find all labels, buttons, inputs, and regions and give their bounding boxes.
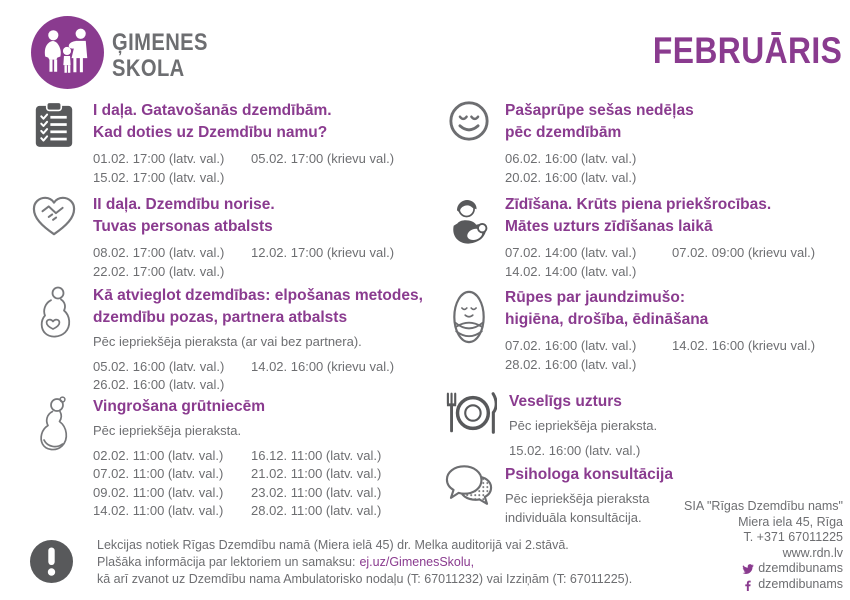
- section-note: Pēc iepriekšēja pieraksta.: [509, 418, 658, 433]
- plate-cutlery-icon: [445, 391, 497, 435]
- twitter-handle: dzemdibunams: [758, 561, 843, 576]
- time-entry: 15.02. 16:00 (latv. val.): [509, 442, 641, 458]
- session-times: [93, 244, 440, 281]
- exclamation-icon: [28, 538, 75, 585]
- facebook-row: [684, 577, 843, 593]
- family-logo-icon: [30, 15, 105, 90]
- section-title: [93, 194, 440, 238]
- section-exercise: [28, 396, 440, 521]
- section-selfcare: [445, 100, 845, 187]
- title-line: I daļa. Gatavošanās dzemdībām.: [93, 102, 332, 119]
- footer-line2-text: Plašāka informācija par lektoriem un samaksu:: [97, 555, 356, 569]
- section-newborn-care: [445, 287, 845, 374]
- title-line: II daļa. Dzemdību norise.: [93, 196, 275, 213]
- title-line: Mātes uzturs zīdīšanas laikā: [505, 218, 713, 235]
- time-entry: 28.02. 16:00 (latv. val.): [505, 356, 637, 372]
- title-line: Psihologa konsultācija: [505, 466, 673, 483]
- section-part1: [28, 100, 440, 187]
- time-entry: 06.02. 16:00 (latv. val.): [505, 151, 637, 166]
- footer-line3: kā arī zvanot uz Dzemdību nama Ambulatorisko nodaļu (T: 67011232) vai Izziņām (T: 67011225).: [97, 572, 633, 586]
- contact-phone: T. +371 67011225: [743, 530, 843, 545]
- title-line: higiēna, drošība, ēdināšana: [505, 311, 709, 328]
- title-line: Veselīgs uzturs: [509, 393, 622, 410]
- note-line: individuāla konsultācija.: [505, 509, 642, 525]
- time-entry: 01.02. 17:00 (latv. val.): [93, 151, 225, 166]
- time-entry: 23.02. 11:00 (latv. val.): [251, 484, 382, 500]
- time-entry: 07.02. 09:00 (krievu val.): [672, 245, 816, 260]
- session-times: [505, 244, 845, 281]
- pregnant-woman-icon: [28, 396, 80, 468]
- section-title: [93, 396, 440, 418]
- contact-company: SIA "Rīgas Dzemdību nams": [684, 499, 843, 513]
- facebook-handle: dzemdibunams: [758, 576, 843, 591]
- title-line: Vingrošana grūtniecēm: [93, 398, 265, 415]
- swaddled-baby-icon: [445, 287, 493, 347]
- section-easing-birth: [28, 285, 440, 395]
- section-healthy-diet: [445, 391, 845, 460]
- facebook-icon: [742, 579, 754, 591]
- twitter-icon: [742, 563, 754, 575]
- time-entry: 07.02. 14:00 (latv. val.): [505, 245, 637, 260]
- title-line: pēc dzemdībām: [505, 124, 622, 141]
- time-entry: 07.02. 11:00 (latv. val.): [93, 466, 224, 481]
- time-entry: 15.02. 17:00 (latv. val.): [93, 169, 225, 185]
- time-entry: 26.02. 16:00 (latv. val.): [93, 377, 225, 392]
- session-times: [505, 337, 845, 374]
- section-title: [505, 464, 845, 486]
- title-line: Zīdīšana. Krūts piena priekšrocības.: [505, 196, 772, 213]
- time-entry: 28.02. 11:00 (latv. val.): [251, 503, 382, 518]
- section-breastfeeding: [445, 194, 845, 281]
- section-title: [505, 287, 845, 331]
- time-entry: 16.12. 11:00 (latv. val.): [251, 447, 382, 463]
- footer-line2: [97, 554, 657, 571]
- session-times: [93, 150, 440, 187]
- month-title: FEBRUĀRIS: [652, 30, 842, 71]
- contact-block: [684, 499, 843, 593]
- title-line: Pašaprūpe sešas nedēļas: [505, 102, 694, 119]
- note-line: Pēc iepriekšēja pieraksta: [505, 491, 650, 506]
- time-entry: 21.02. 11:00 (latv. val.): [251, 466, 382, 481]
- time-entry: 08.02. 17:00 (latv. val.): [93, 245, 225, 260]
- contact-website: www.rdn.lv: [782, 545, 843, 560]
- time-entry: 14.02. 14:00 (latv. val.): [505, 263, 637, 279]
- footer-link[interactable]: ej.uz/GimenesSkolu,: [359, 555, 475, 569]
- title-line: Tuvas personas atbalsts: [93, 218, 273, 235]
- section-title: [505, 100, 845, 144]
- time-entry: 12.02. 17:00 (krievu val.): [251, 245, 395, 260]
- time-entry: 02.02. 11:00 (latv. val.): [93, 447, 224, 463]
- brand-line1: ĢIMENES: [112, 29, 208, 56]
- clipboard-checklist-icon: [28, 100, 80, 150]
- title-line: Rūpes par jaundzimušo:: [505, 289, 685, 306]
- brand-line2: SKOLA: [112, 55, 185, 82]
- nursing-mother-icon: [445, 194, 493, 246]
- time-entry: 05.02. 16:00 (latv. val.): [93, 358, 225, 374]
- time-entry: 05.02. 17:00 (krievu val.): [251, 151, 395, 166]
- brand-name: [112, 30, 208, 82]
- footer-note: [97, 537, 657, 588]
- section-title: [505, 194, 845, 238]
- session-times: [93, 358, 440, 395]
- title-line: dzemdību pozas, partnera atbalsts: [93, 309, 348, 326]
- section-title: [93, 100, 440, 144]
- speech-bubbles-icon: [445, 464, 493, 510]
- contact-address: Miera iela 45, Rīga: [738, 514, 843, 529]
- time-entry: 14.02. 16:00 (krievu val.): [251, 358, 395, 374]
- time-entry: 14.02. 11:00 (latv. val.): [93, 503, 224, 518]
- title-line: Kā atvieglot dzemdības: elpošanas metodes,: [93, 287, 423, 304]
- session-times: [93, 447, 440, 521]
- section-note: Pēc iepriekšēja pieraksta.: [93, 423, 242, 438]
- section-title: [93, 285, 440, 329]
- time-entry: 20.02. 16:00 (latv. val.): [505, 169, 637, 185]
- smiley-face-icon: [445, 100, 493, 142]
- section-part2: [28, 194, 440, 281]
- time-entry: 09.02. 11:00 (latv. val.): [93, 484, 224, 500]
- section-note: Pēc iepriekšēja pieraksta (ar vai bez partnera).: [93, 334, 362, 349]
- time-entry: 07.02. 16:00 (latv. val.): [505, 338, 637, 353]
- handshake-heart-icon: [28, 194, 80, 238]
- time-entry: 14.02. 16:00 (krievu val.): [672, 338, 816, 353]
- footer-line1: Lekcijas notiek Rīgas Dzemdību namā (Miera ielā 45) dr. Melka auditorijā vai 2.stāvā.: [97, 538, 569, 552]
- pregnant-woman-heart-icon: [28, 285, 80, 351]
- time-entry: 22.02. 17:00 (latv. val.): [93, 263, 225, 279]
- twitter-row: [684, 561, 843, 577]
- title-line: Kad doties uz Dzemdību namu?: [93, 124, 328, 141]
- session-times: [509, 442, 845, 461]
- section-title: [509, 391, 845, 413]
- session-times: [505, 150, 845, 187]
